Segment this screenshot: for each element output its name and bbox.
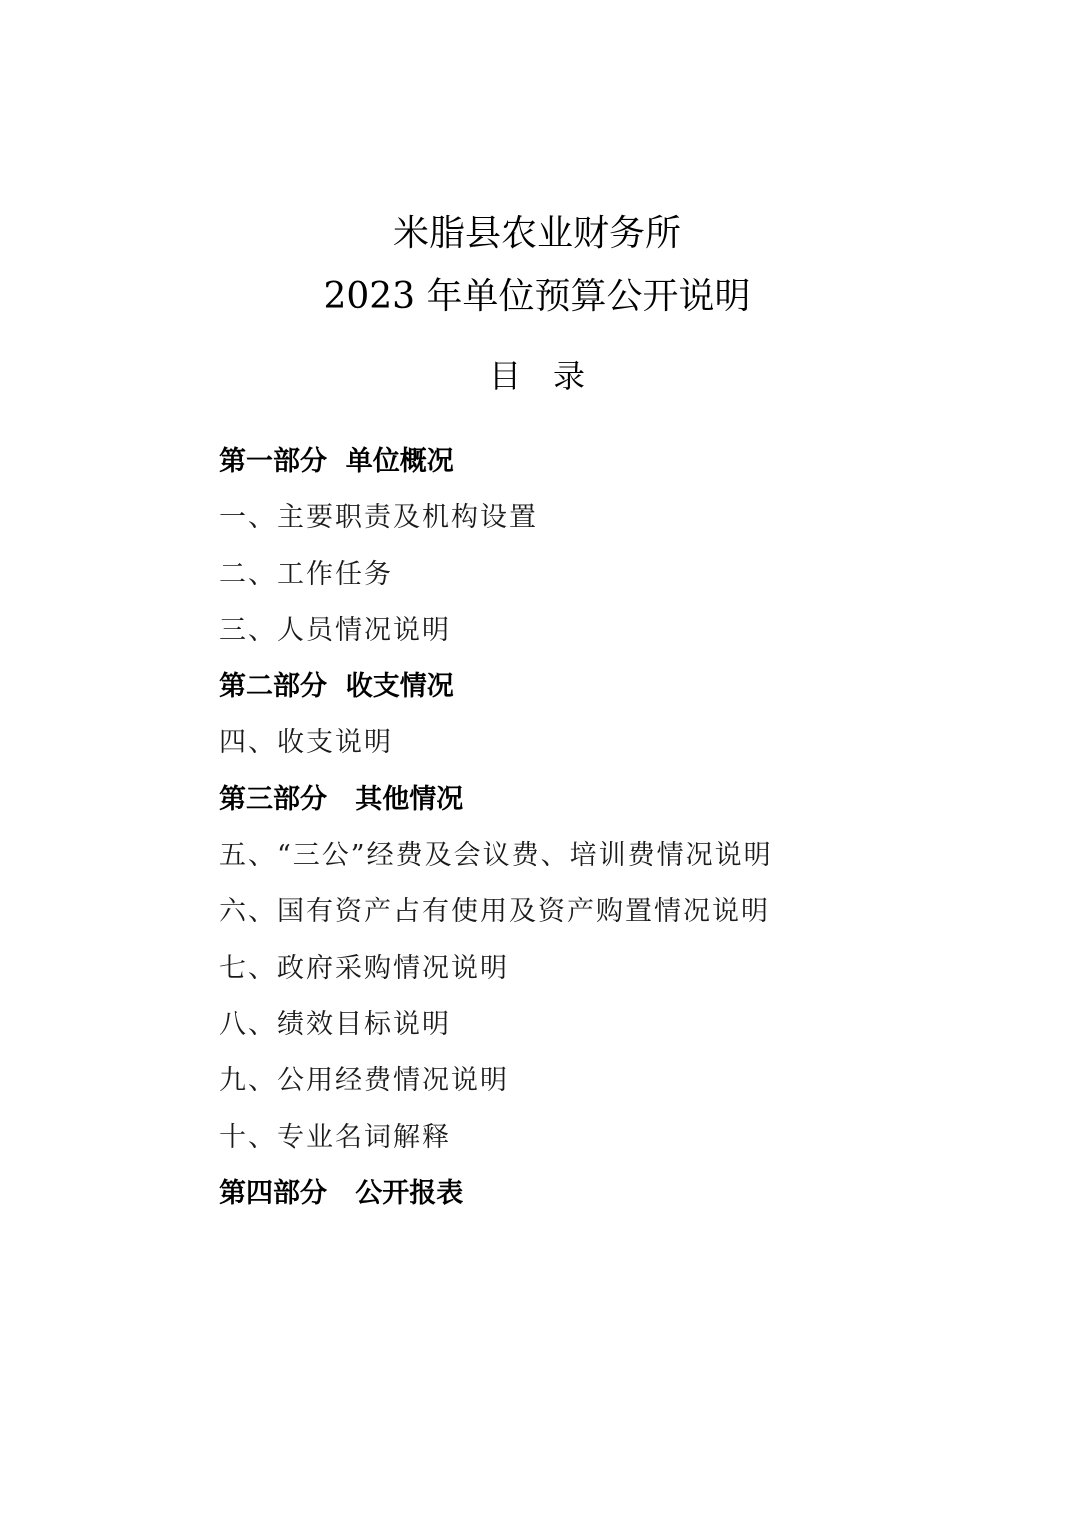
toc-part-3: 第三部分 其他情况 <box>219 783 464 815</box>
toc-item-6: 六、国有资产占有使用及资产购置情况说明 <box>219 896 770 928</box>
toc-item-5: 五、“三公”经费及会议费、培训费情况说明 <box>219 840 773 872</box>
toc-part-1: 第一部分 单位概况 <box>219 446 454 477</box>
document-title: 2023 年单位预算公开说明 <box>323 276 751 317</box>
toc-item-10: 十、专业名词解释 <box>219 1121 451 1153</box>
toc-item-2: 二、工作任务 <box>219 558 393 590</box>
toc-heading: 目 录 <box>488 357 585 395</box>
toc-part-4: 第四部分 公开报表 <box>219 1177 464 1209</box>
toc-item-4: 四、收支说明 <box>219 727 393 759</box>
table-of-contents <box>219 440 773 1228</box>
org-title: 米脂县农业财务所 <box>392 213 681 254</box>
toc-item-9: 九、公用经费情况说明 <box>219 1065 509 1097</box>
toc-item-1: 一、主要职责及机构设置 <box>219 502 538 534</box>
toc-item-8: 八、绩效目标说明 <box>219 1008 451 1040</box>
toc-item-3: 三、人员情况说明 <box>219 614 451 646</box>
toc-part-2: 第二部分 收支情况 <box>219 671 454 703</box>
toc-item-7: 七、政府采购情况说明 <box>219 952 509 984</box>
